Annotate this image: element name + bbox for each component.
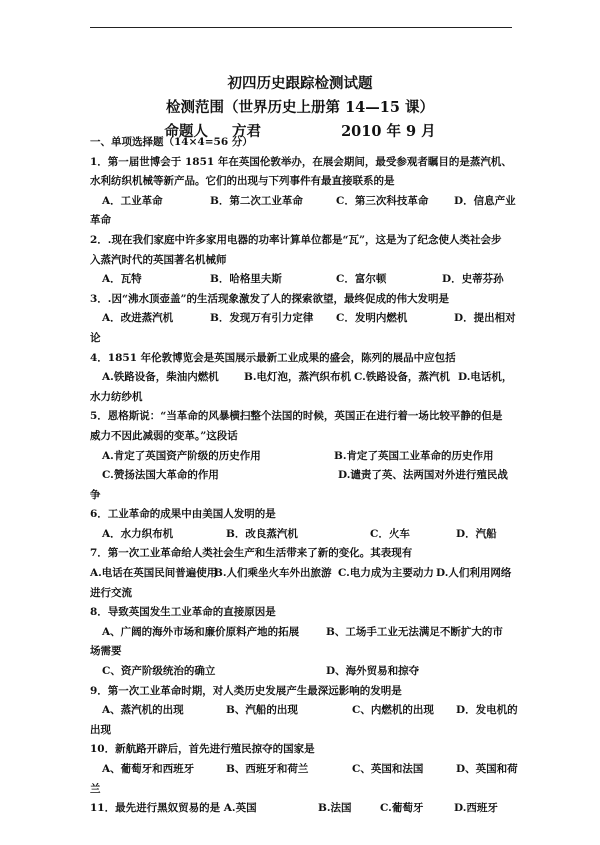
option-d: D.谴责了英、法两国对外进行殖民战 [338,469,508,482]
option-continuation: 进行交流 [90,586,132,599]
option-d: D．信息产业 [454,194,516,207]
question-stem: 入蒸汽时代的英国著名机械师 [90,253,227,266]
option-row [90,447,514,467]
option-a: A、葡萄牙和西班牙 [102,763,195,775]
option-b: B.法国 [318,802,352,815]
option-c: C、资产阶级统治的确立 [102,665,216,678]
option-c: C.铁路设备，蒸汽机 [354,371,450,384]
exam-scope: 检测范围（世界历史上册第 14—15 课） [166,99,434,116]
option-c: C．发明内燃机 [336,312,408,325]
option-b: B.电灯泡，蒸汽织布机 [244,371,352,384]
option-row [90,368,514,388]
question-stem: 9．第一次工业革命时期，对人类历史发展产生最深远影响的发明是 [90,684,402,697]
exam-title: 初四历史跟踪检测试题 [227,75,373,92]
option-continuation: 争 [90,488,101,501]
option-row [90,701,518,721]
option-d: D.电话机， [458,371,513,384]
option-c: C．火车 [370,527,410,540]
option-c: C．富尔顿 [336,273,387,286]
option-c: C、英国和法国 [352,763,424,775]
author-label: 命题人 [164,123,208,140]
option-b: B.肯定了英国工业革命的历史作用 [334,449,494,462]
question-stem: 8．导致英国发生工业革命的直接原因是 [90,606,276,619]
question-stem: 6．工业革命的成果中由美国人发明的是 [90,508,276,521]
option-continuation: 水力纺纱机 [90,390,143,403]
option-continuation: 出现 [90,723,111,736]
option-row [90,309,514,329]
option-d: D.人们利用网络 [436,567,512,580]
question-stem: 4．1851 年伦敦博览会是英国展示最新工业成果的盛会，陈列的展品中应包括 [90,351,456,364]
option-c: C、内燃机的出现 [352,704,434,717]
option-continuation: 革命 [90,214,111,227]
option-row [90,564,514,584]
question-stem: 2．.现在我们家庭中许多家用电器的功率计算单位都是“瓦”，这是为了纪念使人类社会步 [90,233,502,246]
option-row [90,466,514,486]
question-row [90,799,514,819]
question-stem: 11．最先进行黑奴贸易的是 A.英国 [90,802,257,815]
option-b: B．第二次工业革命 [210,194,303,207]
option-continuation: 论 [90,331,101,344]
option-b: B、西班牙和荷兰 [226,763,309,775]
option-c: C.赞扬法国大革命的作用 [102,469,219,482]
question-stem: 7．第一次工业革命给人类社会生产和生活带来了新的变化。其表现有 [90,547,413,560]
option-row [90,270,514,290]
option-d: D．史蒂芬孙 [442,273,504,286]
option-row [90,760,518,780]
option-c: C.葡萄牙 [380,802,424,815]
option-a: A、广阔的海外市场和廉价原料产地的拓展 [102,625,300,638]
option-a: A.电话在英国民间普遍使用 [90,567,218,580]
option-d: D．发电机的 [456,704,518,717]
option-a: A、蒸汽机的出现 [102,704,184,717]
option-d: D、海外贸易和掠夺 [326,665,420,678]
option-row [90,623,514,643]
question-stem: 5．恩格斯说：“当革命的风暴横扫整个法国的时候，英国正在进行着一场比较平静的但是 [90,410,503,423]
option-d: D．提出相对 [454,312,516,325]
option-a: A.肯定了英国资产阶级的历史作用 [102,449,261,462]
option-b: B、工场手工业无法满足不断扩大的市 [326,625,503,638]
option-c: C.电力成为主要动力 [338,567,434,580]
question-stem: 威力不因此减弱的变革。”这段话 [90,429,238,442]
option-d: D、英国和荷 [456,763,518,775]
option-c: C．第三次科技革命 [336,194,429,207]
option-a: A．改进蒸汽机 [102,312,174,325]
option-a: A．瓦特 [102,273,142,286]
option-b: B、汽船的出现 [226,704,298,717]
option-b: B．改良蒸汽机 [226,527,298,540]
option-b: B.人们乘坐火车外出旅游 [214,567,332,580]
option-continuation: 兰 [90,782,101,795]
option-row [90,192,514,212]
option-row [90,525,514,545]
question-stem: 3．.因“沸水顶壶盖”的生活现象激发了人的探索欲望，最终促成的伟大发明是 [90,292,450,305]
question-stem: 1．第一届世博会于 1851 年在英国伦敦举办，在展会期间，最受参观者瞩目的是蒸汽机、 [90,155,512,168]
author-name: 方君 [231,123,261,140]
option-d: D．汽船 [456,527,497,540]
option-a: A.铁路设备，柴油内燃机 [102,371,219,384]
option-row [90,662,514,682]
option-a: A．水力织布机 [102,527,174,540]
option-a: A．工业革命 [102,194,163,207]
section-heading: 一、单项选择题（14×4=56 分） [90,136,253,148]
exam-date: 2010 年 9 月 [341,123,436,140]
question-stem: 10．新航路开辟后，首先进行殖民掠夺的国家是 [90,743,315,756]
option-b: B．发现万有引力定律 [210,312,314,325]
option-b: B．哈格里夫斯 [210,273,282,286]
question-stem: 水利纺织机械等新产品。它们的出现与下列事件有最直接联系的是 [90,175,395,188]
question-list [90,133,518,819]
top-rule [90,27,512,28]
option-d: D.西班牙 [454,802,498,815]
option-continuation: 场需要 [90,645,122,658]
